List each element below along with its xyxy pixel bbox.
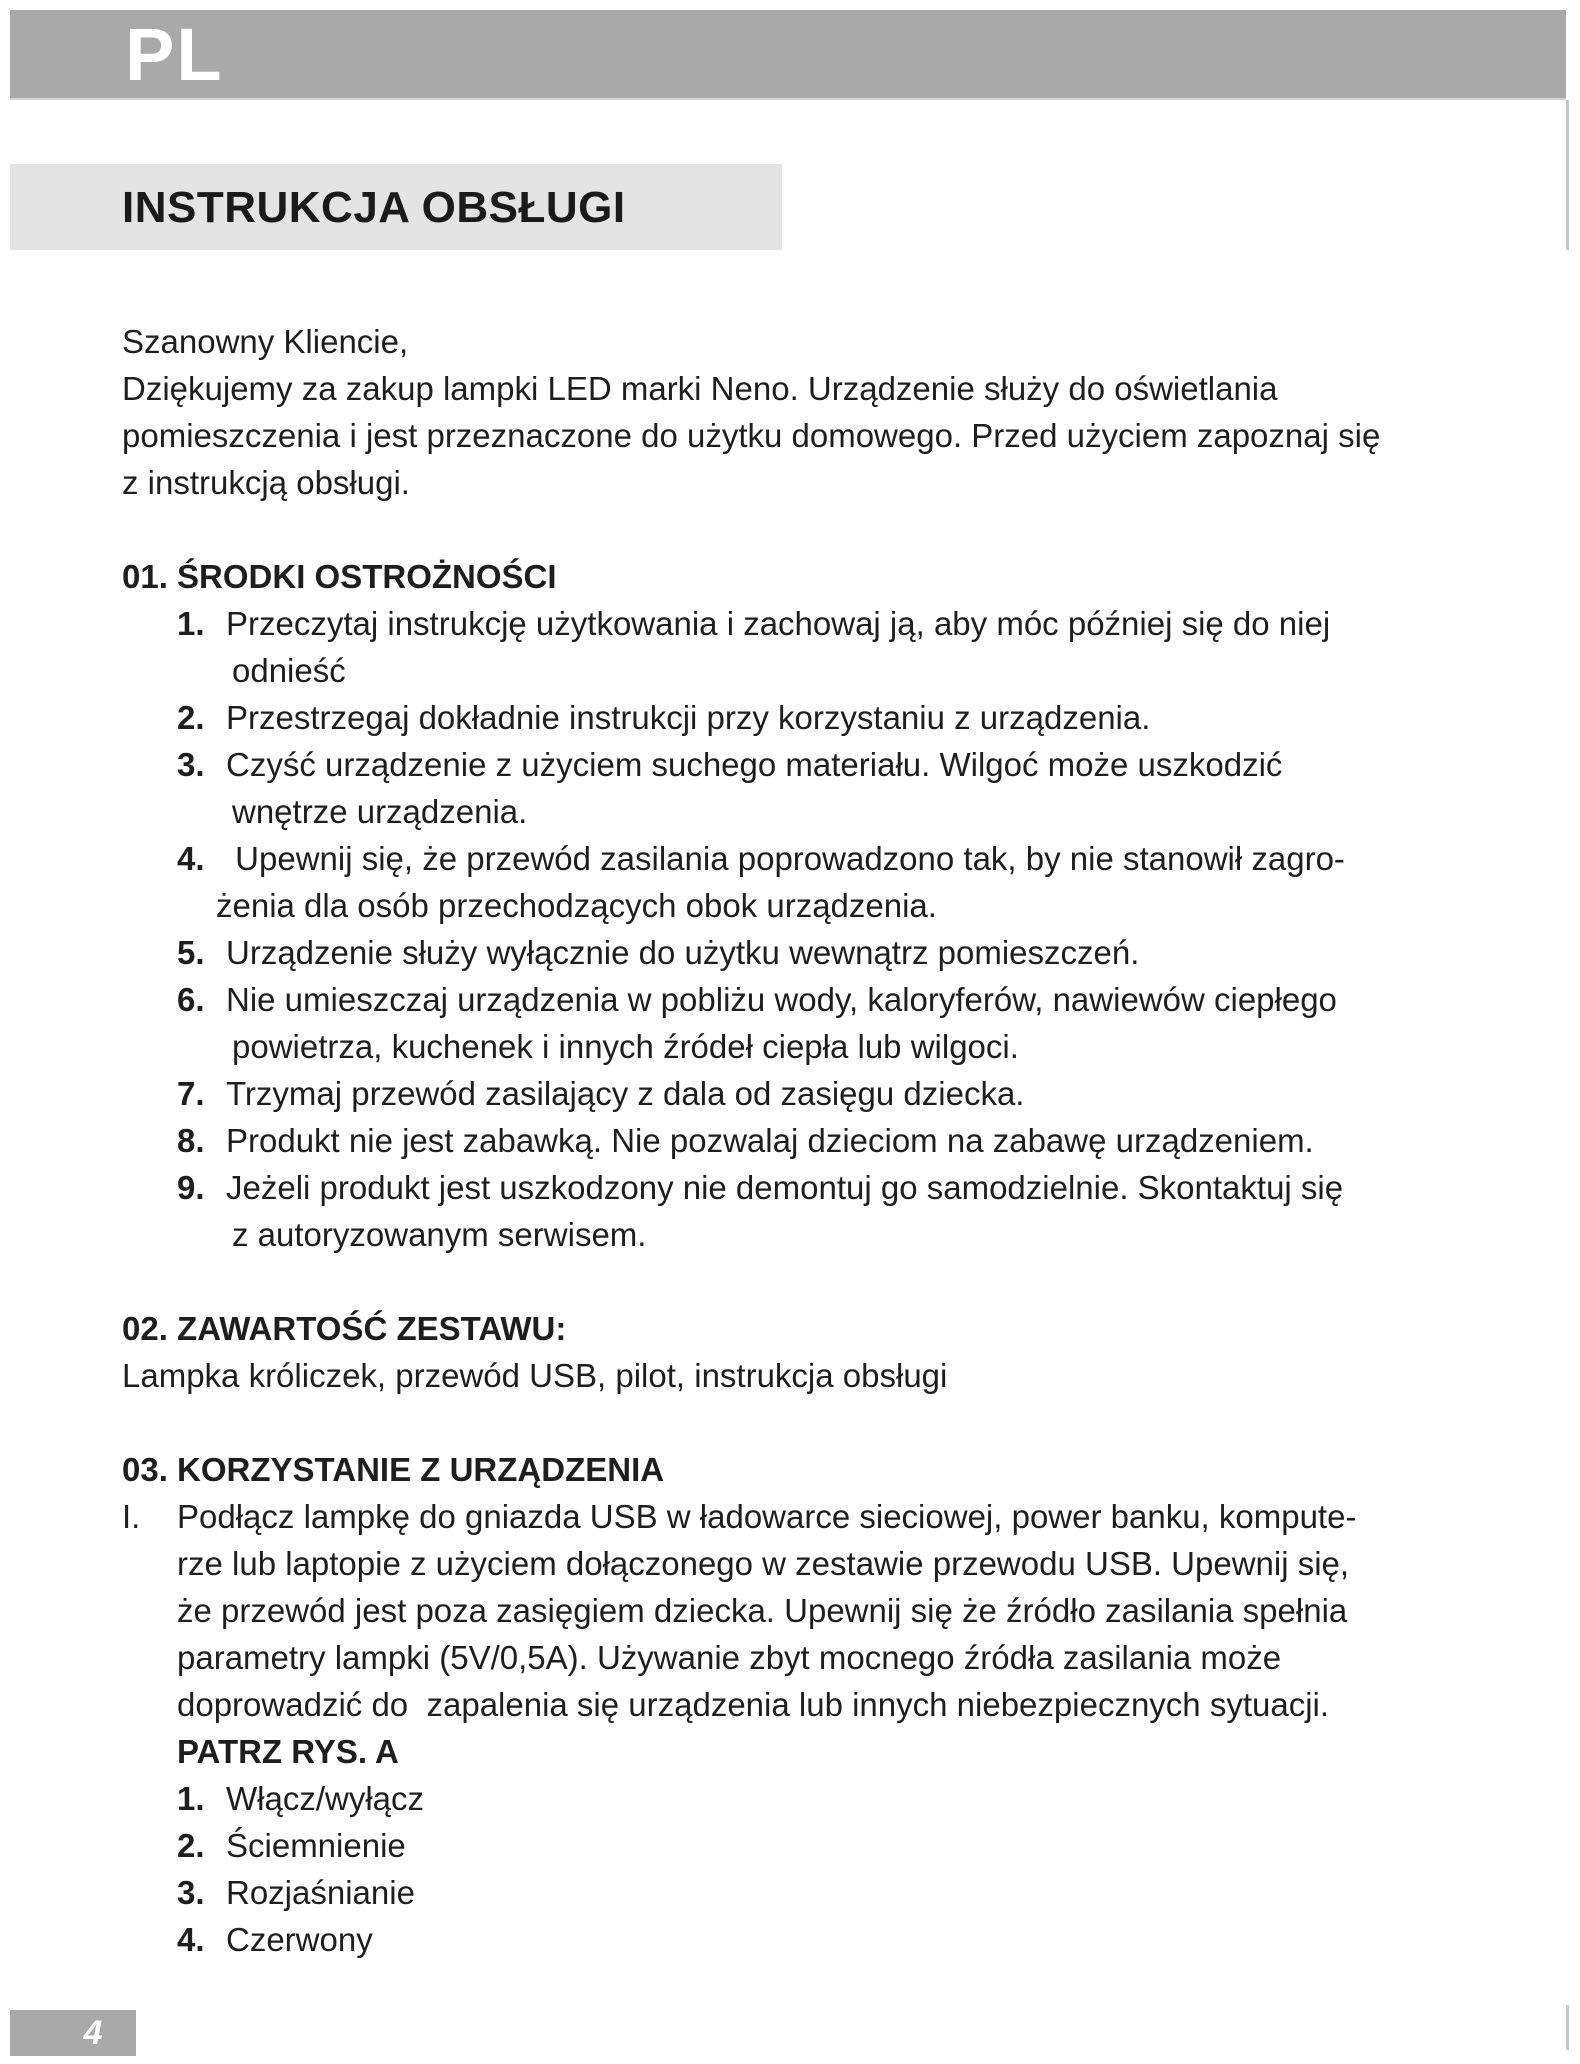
list-text: żenia dla osób przechodzących obok urządzenia.: [216, 887, 937, 924]
list-text: Przeczytaj instrukcję użytkowania i zachowaj ją, aby móc później się do niej: [226, 605, 1331, 642]
list-text: odnieść: [232, 652, 346, 689]
list-item: [122, 976, 1482, 1070]
list-item: [122, 1117, 1482, 1164]
list-item: [122, 835, 1482, 929]
page-edge-line: [1566, 100, 1569, 250]
list-text: Rozjaśnianie: [226, 1874, 415, 1911]
list-text: wnętrze urządzenia.: [232, 793, 528, 830]
list-number: 8.: [177, 1122, 205, 1159]
section-heading-usage: 03. KORZYSTANIE Z URZĄDZENIA: [122, 1451, 665, 1488]
list-item: [122, 929, 1482, 976]
list-item: [122, 1822, 1482, 1869]
list-number: 3.: [177, 1874, 205, 1911]
usage-step: [122, 1493, 1482, 1728]
list-text: Włącz/wyłącz: [226, 1780, 425, 1817]
page-number: 4: [83, 2014, 103, 2052]
list-item: [122, 1775, 1482, 1822]
step-number: I.: [122, 1498, 141, 1535]
list-text: Ściemnienie: [226, 1827, 406, 1864]
list-number: 7.: [177, 1075, 205, 1112]
list-item: [122, 1164, 1482, 1258]
list-number: 2.: [177, 1827, 205, 1864]
contents-text: Lampka króliczek, przewód USB, pilot, instrukcja obsługi: [122, 1357, 948, 1394]
list-text: Nie umieszczaj urządzenia w pobliżu wody, kaloryferów, nawiewów ciepłego: [226, 981, 1337, 1018]
page-edge-line: [1566, 2005, 1569, 2050]
section-heading-contents: 02. ZAWARTOŚĆ ZESTAWU:: [122, 1310, 567, 1347]
intro-line: Dziękujemy za zakup lampki LED marki Neno. Urządzenie służy do oświetlania: [122, 370, 1278, 407]
list-text: Upewnij się, że przewód zasilania poprowadzono tak, by nie stanowił zagro-: [226, 840, 1345, 877]
step-text: parametry lampki (5V/0,5A). Używanie zbyt mocnego źródła zasilania może: [177, 1639, 1282, 1676]
step-text: rze lub laptopie z użyciem dołączonego w zestawie przewodu USB. Upewnij się,: [177, 1545, 1350, 1582]
list-number: 4.: [177, 840, 205, 877]
step-text: że przewód jest poza zasięgiem dziecka. Upewnij się że źródło zasilania spełnia: [177, 1592, 1348, 1629]
list-number: 6.: [177, 981, 205, 1018]
list-text: Urządzenie służy wyłącznie do użytku wewnątrz pomieszczeń.: [226, 934, 1140, 971]
step-text: Podłącz lampkę do gniazda USB w ładowarce sieciowej, power banku, kompute-: [177, 1498, 1357, 1535]
list-number: 4.: [177, 1921, 205, 1958]
list-number: 2.: [177, 699, 205, 736]
list-text: Czyść urządzenie z użyciem suchego materiału. Wilgoć może uszkodzić: [226, 746, 1283, 783]
list-item: [122, 600, 1482, 694]
list-text: Przestrzegaj dokładnie instrukcji przy korzystaniu z urządzenia.: [226, 699, 1151, 736]
list-number: 1.: [177, 605, 205, 642]
list-item: [122, 1916, 1482, 1963]
title-bar: [10, 164, 782, 250]
list-text: Jeżeli produkt jest uszkodzony nie demontuj go samodzielnie. Skontaktuj się: [226, 1169, 1344, 1206]
list-text: Czerwony: [226, 1921, 373, 1958]
precautions-list: [122, 600, 1482, 1258]
intro-line: z instrukcją obsługi.: [122, 464, 410, 501]
language-code: PL: [125, 13, 224, 96]
list-item: [122, 1070, 1482, 1117]
step-text: doprowadzić do zapalenia się urządzenia lub innych niebezpiecznych sytuacji.: [177, 1686, 1330, 1723]
greeting: Szanowny Kliencie,: [122, 323, 409, 360]
list-text: powietrza, kuchenek i innych źródeł ciepła lub wilgoci.: [232, 1028, 1019, 1065]
intro-line: pomieszczenia i jest przeznaczone do użytku domowego. Przed użyciem zapoznaj się: [122, 417, 1381, 454]
list-number: 3.: [177, 746, 205, 783]
list-text: Produkt nie jest zabawką. Nie pozwalaj dzieciom na zabawę urządzeniem.: [226, 1122, 1314, 1159]
list-item: [122, 694, 1482, 741]
list-item: [122, 1869, 1482, 1916]
list-number: 1.: [177, 1780, 205, 1817]
list-item: [122, 741, 1482, 835]
list-text: Trzymaj przewód zasilający z dala od zasięgu dziecka.: [226, 1075, 1025, 1112]
list-number: 5.: [177, 934, 205, 971]
controls-list: [122, 1775, 1482, 1963]
page-title: INSTRUKCJA OBSŁUGI: [122, 183, 626, 232]
list-number: 9.: [177, 1169, 205, 1206]
list-text: z autoryzowanym serwisem.: [232, 1216, 647, 1253]
language-bar: [10, 10, 1566, 100]
see-figure-label: PATRZ RYS. A: [177, 1733, 399, 1770]
page-number-box: [10, 2010, 136, 2056]
document-body: [122, 318, 1482, 1963]
section-heading-precautions: 01. ŚRODKI OSTROŻNOŚCI: [122, 558, 557, 595]
